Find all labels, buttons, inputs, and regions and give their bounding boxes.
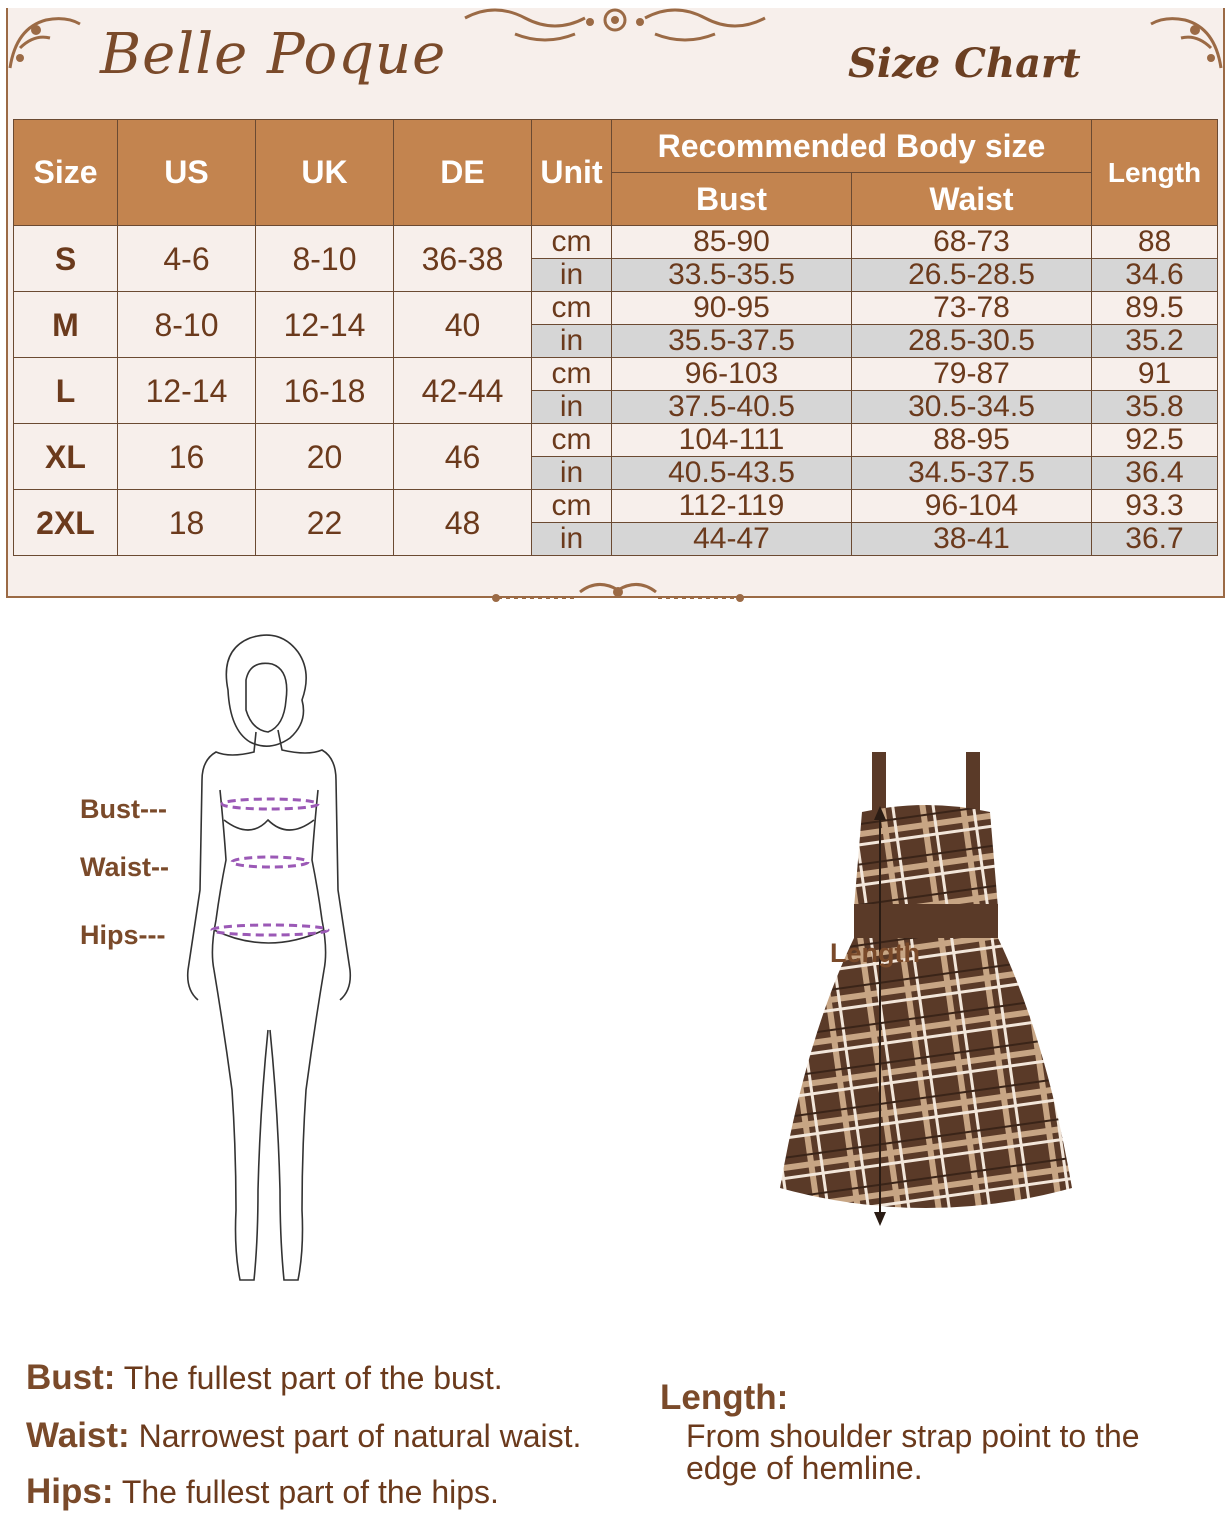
- unit-cell: in: [532, 457, 612, 490]
- page-title: Size Chart: [848, 40, 1081, 87]
- bottom-ornament-icon: [488, 576, 748, 610]
- waist-term: Waist:: [26, 1416, 130, 1455]
- unit-cell: in: [532, 259, 612, 292]
- unit-cell: in: [532, 523, 612, 556]
- size-table: [13, 119, 1218, 556]
- uk-cell: 8-10: [256, 226, 394, 292]
- bust-cell: 40.5-43.5: [612, 457, 852, 490]
- de-cell: 46: [394, 424, 532, 490]
- bust-cell: 90-95: [612, 292, 852, 325]
- bust-cell: 35.5-37.5: [612, 325, 852, 358]
- table-row: [14, 292, 1218, 325]
- length-cell: 91: [1092, 358, 1218, 391]
- size-cell: M: [14, 292, 118, 358]
- unit-cell: in: [532, 325, 612, 358]
- waist-cell: 73-78: [852, 292, 1092, 325]
- corner-ornament-right-icon: [1145, 8, 1225, 78]
- unit-cell: cm: [532, 424, 612, 457]
- corner-ornament-left-icon: [6, 8, 86, 78]
- size-cell: XL: [14, 424, 118, 490]
- header-waist: Waist: [852, 173, 1092, 226]
- uk-cell: 16-18: [256, 358, 394, 424]
- waist-label: Waist--: [80, 852, 169, 882]
- length-cell: 35.2: [1092, 325, 1218, 358]
- size-cell: 2XL: [14, 490, 118, 556]
- waist-cell: 26.5-28.5: [852, 259, 1092, 292]
- us-cell: 18: [118, 490, 256, 556]
- header-recommended: Recommended Body size: [612, 120, 1092, 173]
- length-cell: 36.4: [1092, 457, 1218, 490]
- header-us: US: [118, 120, 256, 226]
- us-cell: 16: [118, 424, 256, 490]
- table-row: [14, 490, 1218, 523]
- de-cell: 36-38: [394, 226, 532, 292]
- hips-label: Hips---: [80, 920, 166, 950]
- us-cell: 8-10: [118, 292, 256, 358]
- waist-cell: 30.5-34.5: [852, 391, 1092, 424]
- bust-definition: [26, 1358, 503, 1398]
- uk-cell: 22: [256, 490, 394, 556]
- bust-cell: 33.5-35.5: [612, 259, 852, 292]
- waist-cell: 38-41: [852, 523, 1092, 556]
- unit-cell: cm: [532, 490, 612, 523]
- length-cell: 34.6: [1092, 259, 1218, 292]
- de-cell: 48: [394, 490, 532, 556]
- unit-cell: cm: [532, 292, 612, 325]
- length-label: Length: [830, 938, 920, 968]
- hips-definition: [26, 1472, 499, 1512]
- uk-cell: 12-14: [256, 292, 394, 358]
- length-cell: 88: [1092, 226, 1218, 259]
- bust-cell: 37.5-40.5: [612, 391, 852, 424]
- waist-cell: 96-104: [852, 490, 1092, 523]
- bust-term: Bust:: [26, 1358, 116, 1397]
- bust-cell: 96-103: [612, 358, 852, 391]
- hips-term: Hips:: [26, 1472, 114, 1511]
- de-cell: 40: [394, 292, 532, 358]
- waist-definition: [26, 1416, 581, 1456]
- waist-cell: 34.5-37.5: [852, 457, 1092, 490]
- table-row: [14, 226, 1218, 259]
- bust-cell: 44-47: [612, 523, 852, 556]
- header-unit: Unit: [532, 120, 612, 226]
- hips-text: The fullest part of the hips.: [121, 1474, 499, 1510]
- length-term: Length:: [660, 1378, 789, 1417]
- length-cell: 35.8: [1092, 391, 1218, 424]
- us-cell: 12-14: [118, 358, 256, 424]
- length-cell: 93.3: [1092, 490, 1218, 523]
- header-bust: Bust: [612, 173, 852, 226]
- header-length: Length: [1092, 120, 1218, 226]
- bust-cell: 104-111: [612, 424, 852, 457]
- table-row: [14, 424, 1218, 457]
- us-cell: 4-6: [118, 226, 256, 292]
- plaid-dress-icon: [776, 748, 1076, 1228]
- length-cell: 92.5: [1092, 424, 1218, 457]
- table-row: [14, 358, 1218, 391]
- unit-cell: in: [532, 391, 612, 424]
- de-cell: 42-44: [394, 358, 532, 424]
- length-cell: 89.5: [1092, 292, 1218, 325]
- bust-cell: 85-90: [612, 226, 852, 259]
- size-cell: L: [14, 358, 118, 424]
- header-size: Size: [14, 120, 118, 226]
- bust-cell: 112-119: [612, 490, 852, 523]
- unit-cell: cm: [532, 358, 612, 391]
- brand-logo: Belle Poque: [100, 22, 447, 87]
- length-text: From shoulder strap point to the edge of hemline.: [686, 1418, 1140, 1486]
- waist-cell: 88-95: [852, 424, 1092, 457]
- length-cell: 36.7: [1092, 523, 1218, 556]
- waist-cell: 79-87: [852, 358, 1092, 391]
- header-de: DE: [394, 120, 532, 226]
- top-ornament-icon: [455, 0, 775, 48]
- unit-cell: cm: [532, 226, 612, 259]
- header-uk: UK: [256, 120, 394, 226]
- uk-cell: 20: [256, 424, 394, 490]
- waist-text: Narrowest part of natural waist.: [138, 1418, 582, 1454]
- size-cell: S: [14, 226, 118, 292]
- bust-label: Bust---: [80, 794, 167, 824]
- body-figure-icon: [180, 630, 360, 1300]
- bust-text: The fullest part of the bust.: [123, 1360, 503, 1396]
- waist-cell: 28.5-30.5: [852, 325, 1092, 358]
- waist-cell: 68-73: [852, 226, 1092, 259]
